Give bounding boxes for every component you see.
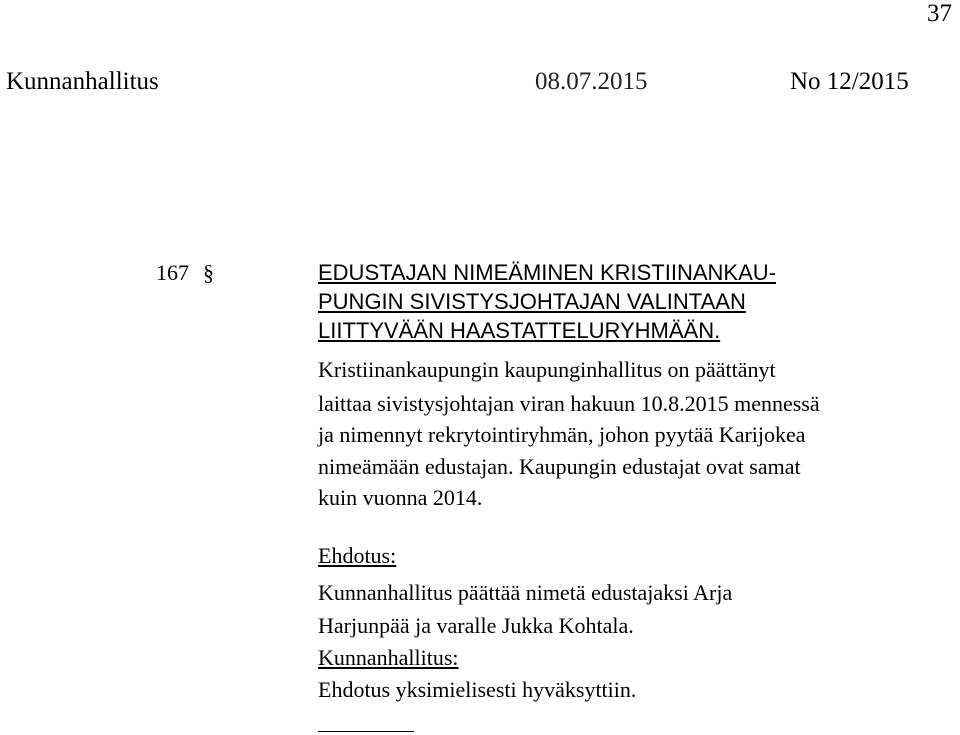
header-minutes-number: No 12/2015 [790, 68, 909, 95]
header-body-name: Kunnanhallitus [6, 68, 159, 95]
section-number: 167 [156, 260, 189, 285]
body-text-line: kuin vuonna 2014. [318, 485, 483, 510]
section-title-line: PUNGIN SIVISTYSJOHTAJAN VALINTAAN [318, 289, 746, 314]
closing-rule [318, 731, 414, 732]
decision-text: Ehdotus yksimielisesti hyväksyttiin. [318, 677, 637, 702]
page-number: 37 [927, 0, 952, 27]
section-sign-icon: § [203, 260, 214, 285]
proposal-heading: Ehdotus: [318, 543, 397, 568]
section-title-line: LIITTYVÄÄN HAASTATTELURYHMÄÄN. [318, 318, 721, 343]
proposal-text-line: Harjunpää ja varalle Jukka Kohtala. [318, 613, 634, 638]
body-text-line: Kristiinankaupungin kaupunginhallitus on päättänyt [318, 357, 776, 382]
section-title-line: EDUSTAJAN NIMEÄMINEN KRISTIINANKAU- [318, 260, 776, 285]
proposal-text-line: Kunnanhallitus päättää nimetä edustajaksi Arja [318, 580, 733, 605]
body-text-line: nimeämään edustajan. Kaupungin edustajat ovat samat [318, 454, 801, 479]
body-text-line: ja nimennyt rekrytointiryhmän, johon pyytää Karijokea [318, 422, 806, 447]
header-date: 08.07.2015 [535, 68, 648, 95]
body-text-line: laittaa sivistysjohtajan viran hakuun 10.8.2015 mennessä [318, 391, 820, 416]
decision-heading: Kunnanhallitus: [318, 645, 459, 670]
